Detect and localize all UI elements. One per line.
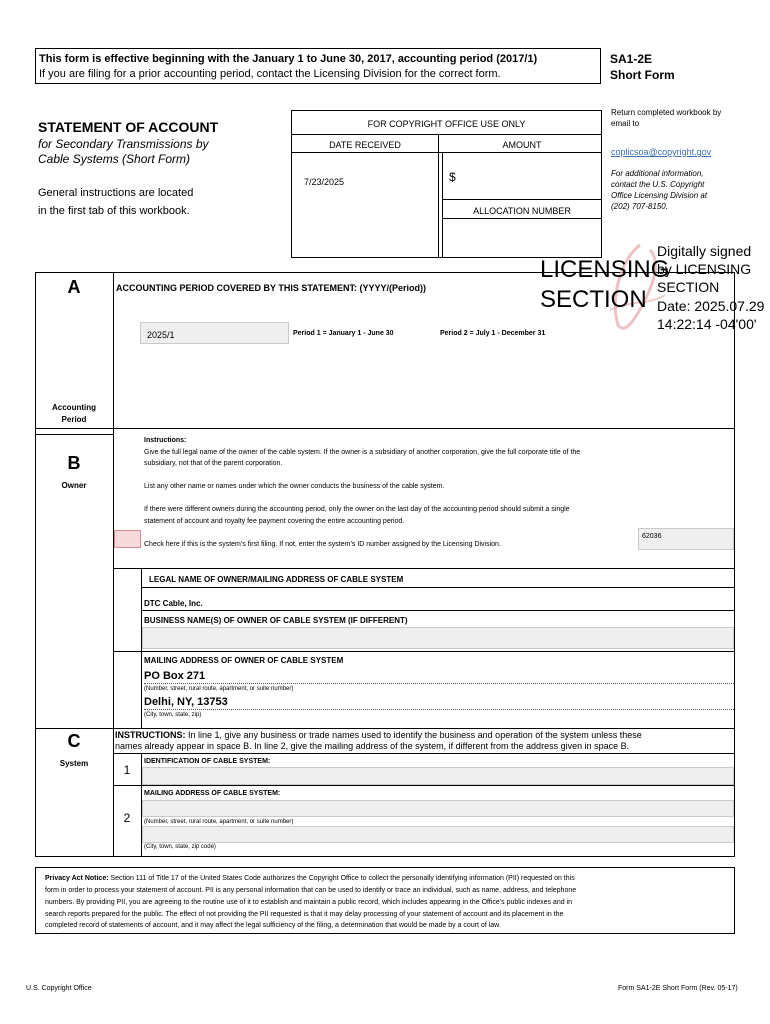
divider: [141, 610, 735, 611]
contact-info-2: contact the U.S. Copyright: [611, 180, 705, 189]
page-subtitle-1: for Secondary Transmissions by: [38, 137, 209, 151]
system-address-input-1[interactable]: [142, 800, 734, 817]
divider: [113, 728, 114, 857]
system-instructions-text: In line 1, give any business or trade names used to identify the business and operation of the system unless these: [185, 730, 642, 740]
business-name-label: BUSINESS NAME(S) OF OWNER OF CABLE SYSTEM (IF DIFFERENT): [144, 616, 408, 625]
allocation-number-label: ALLOCATION NUMBER: [473, 206, 571, 216]
divider: [438, 134, 439, 258]
signature-name-line1: LICENSING: [540, 256, 670, 283]
legal-name-label: LEGAL NAME OF OWNER/MAILING ADDRESS OF CABLE SYSTEM: [149, 575, 404, 584]
system-address-hint-2: (City, town, state, zip code): [144, 844, 216, 850]
divider: [291, 134, 602, 135]
date-received-value[interactable]: 7/23/2025: [304, 177, 345, 187]
section-a-side-1: Accounting: [52, 403, 96, 412]
accounting-period-input[interactable]: 2025/1: [140, 322, 289, 344]
date-received-label: DATE RECEIVED: [329, 140, 401, 150]
privacy-line-4: search reports prepared for the public. The effect of not providing the PII requested is that it may delay processing of your statement of account and its placement in the: [45, 911, 564, 918]
signature-detail-4: Date: 2025.07.29: [657, 298, 765, 314]
divider: [35, 434, 113, 435]
contact-info-3: Office Licensing Division at: [611, 191, 708, 200]
system-instructions-label: INSTRUCTIONS:: [115, 730, 186, 740]
signature-detail-1: Digitally signed: [657, 243, 752, 259]
period-1-note: Period 1 = January 1 - June 30: [293, 330, 394, 337]
divider: [113, 651, 735, 652]
privacy-line-3: numbers. By providing PII, you are agreeing to the routine use of it to establish and maintain a public record, which includes appearing in the Office’s public indexes and in: [45, 899, 572, 906]
contact-info-4: (202) 707-8150.: [611, 202, 668, 211]
system-mailing-label: MAILING ADDRESS OF CABLE SYSTEM:: [144, 790, 281, 797]
owner-instruction-2: List any other name or names under which the owner conducts the business of the cable system.: [144, 483, 445, 490]
identification-input[interactable]: [142, 767, 734, 785]
signature-detail-2: by LICENSING: [657, 261, 752, 277]
privacy-notice-label: Privacy Act Notice:: [45, 875, 109, 882]
contact-email-link[interactable]: coplicsoa@copyright.gov: [611, 147, 712, 157]
system-address-hint-1: (Number, street, rural route, apartment, or suite number): [144, 819, 294, 825]
privacy-line-2: form in order to process your statement of account. PII is any personal information that can be used to identify or trace an individual, such as name, address, and telephone: [45, 887, 577, 894]
divider: [113, 272, 114, 429]
section-c-side: System: [59, 759, 89, 768]
page-subtitle-2: Cable Systems (Short Form): [38, 152, 191, 166]
effective-notice-line1: This form is effective beginning with the January 1 to June 30, 2017, accounting period (2017/1): [39, 53, 538, 65]
contact-info-1: For additional information,: [611, 169, 704, 178]
business-name-input[interactable]: [142, 627, 734, 649]
first-filing-checkbox[interactable]: [114, 530, 141, 548]
system-id-input[interactable]: 62036: [638, 528, 734, 550]
line-2-number: 2: [123, 811, 131, 825]
privacy-text-1: Section 111 of Title 17 of the United States Code authorizes the Copyright Office to collect the personally identifying information (PII) requested on this: [108, 875, 575, 882]
form-type: Short Form: [610, 68, 675, 82]
identification-label: IDENTIFICATION OF CABLE SYSTEM:: [144, 758, 271, 765]
divider: [141, 587, 735, 588]
system-address-input-2[interactable]: [142, 826, 734, 843]
owner-instruction-1b: subsidiary, not that of the parent corporation.: [144, 460, 283, 467]
instructions-title: Instructions:: [144, 437, 187, 444]
signature-detail-3: SECTION: [657, 279, 720, 295]
period-2-note: Period 2 = July 1 - December 31: [440, 330, 546, 337]
accounting-period-heading: ACCOUNTING PERIOD COVERED BY THIS STATEMENT: (YYYY/(Period)): [116, 283, 427, 293]
privacy-line-1: [45, 874, 575, 883]
divider: [113, 785, 735, 786]
amount-label: AMOUNT: [502, 140, 542, 150]
divider: [113, 568, 735, 569]
address-line2-hint: (City, town, state, zip): [144, 712, 202, 718]
address-line1-hint: (Number, street, rural route, apartment, or suite number): [144, 686, 294, 692]
signature-name-line2: SECTION: [540, 286, 647, 313]
owner-instruction-3: If there were different owners during the accounting period, only the owner on the last day of the accounting period should submit a single: [144, 506, 570, 513]
owner-instruction-3b: statement of account and royalty fee payment covering the entire accounting period.: [144, 518, 405, 525]
general-instructions-1: General instructions are located: [38, 187, 194, 199]
footer-office: U.S. Copyright Office: [26, 985, 92, 992]
divider: [113, 428, 114, 729]
mailing-address-label: MAILING ADDRESS OF OWNER OF CABLE SYSTEM: [144, 656, 344, 665]
section-b-side: Owner: [61, 481, 87, 490]
general-instructions-2: in the first tab of this workbook.: [38, 205, 190, 217]
signature-detail-5: 14:22:14 -04'00': [657, 316, 757, 332]
line-1-number: 1: [123, 763, 131, 777]
privacy-line-5: completed record of statements of account, and it may affect the legal sufficiency of the filing, a determination that would be made by a court of law.: [45, 922, 501, 929]
form-code: SA1-2E: [610, 52, 653, 66]
footer-form-id: Form SA1-2E Short Form (Rev. 05-17): [618, 985, 738, 992]
office-use-heading: FOR COPYRIGHT OFFICE USE ONLY: [367, 119, 526, 129]
legal-name-value[interactable]: DTC Cable, Inc.: [144, 599, 203, 608]
section-c-letter: C: [67, 731, 81, 751]
mailing-address-line1[interactable]: PO Box 271: [144, 669, 734, 684]
page-title: STATEMENT OF ACCOUNT: [38, 119, 219, 135]
first-filing-label: Check here if this is the system’s first filing. If not, enter the system’s ID number assigned by the Licensing Division.: [144, 541, 501, 548]
section-a-letter: A: [67, 277, 81, 297]
divider: [113, 753, 735, 754]
owner-instruction-1: Give the full legal name of the owner of the cable system. If the owner is a subsidiary of another corporation, give the full corporate title of the: [144, 449, 581, 456]
divider: [442, 199, 602, 200]
mailing-address-line2[interactable]: Delhi, NY, 13753: [144, 695, 734, 710]
effective-notice-line2: If you are filing for a prior accounting period, contact the Licensing Division for the correct form.: [39, 68, 501, 80]
section-b-letter: B: [67, 453, 81, 473]
divider: [291, 152, 602, 153]
return-instructions: Return completed workbook by email to: [611, 108, 722, 128]
section-a-side-2: Period: [61, 415, 87, 424]
amount-currency: $: [449, 170, 456, 184]
system-instructions-line2: names already appear in space B. In line 2, give the mailing address of the system, if different from the address given in space B.: [115, 741, 630, 751]
divider: [442, 218, 602, 219]
